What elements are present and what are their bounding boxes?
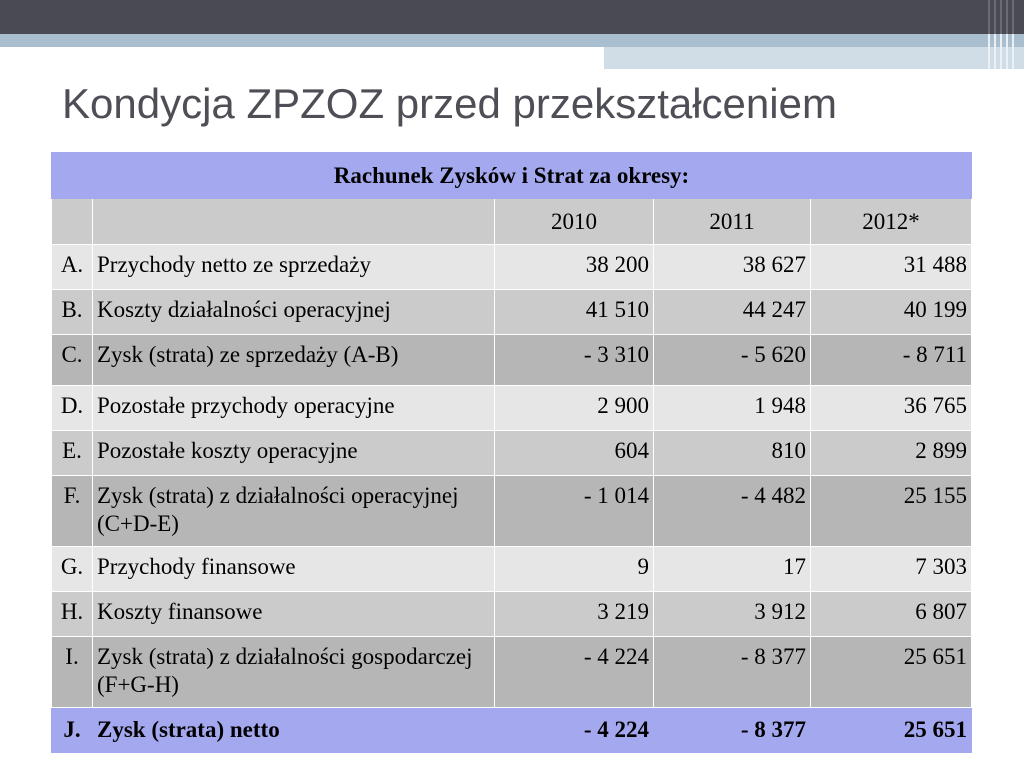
row-label: Pozostałe koszty operacyjne	[93, 431, 495, 476]
row-value-2012: 40 199	[811, 290, 972, 335]
row-value-2012: 31 488	[811, 245, 972, 290]
row-value-2010: 38 200	[495, 245, 654, 290]
row-label: Zysk (strata) z działalności operacyjnej (C+D-E)	[93, 476, 495, 547]
top-decoration-lines	[988, 0, 1016, 34]
row-label: Koszty działalności operacyjnej	[93, 290, 495, 335]
row-label: Zysk (strata) netto	[93, 708, 495, 753]
table-row	[52, 290, 972, 335]
row-value-2012: 25 651	[811, 637, 972, 708]
header-stripe-lines	[988, 34, 1016, 69]
header-empty-letter	[52, 199, 93, 245]
row-value-2010: - 3 310	[495, 335, 654, 386]
row-letter: A.	[52, 245, 93, 290]
table-row	[52, 386, 972, 431]
header-year-2012: 2012*	[811, 199, 972, 245]
row-value-2010: - 4 224	[495, 637, 654, 708]
row-value-2012: 2 899	[811, 431, 972, 476]
table-row	[52, 335, 972, 386]
table-row	[52, 431, 972, 476]
row-value-2012: 6 807	[811, 592, 972, 637]
row-label: Pozostałe przychody operacyjne	[93, 386, 495, 431]
row-value-2012: 25 155	[811, 476, 972, 547]
row-value-2012: 25 651	[811, 708, 972, 753]
table-header-row	[52, 199, 972, 245]
income-statement-table	[51, 152, 972, 753]
row-value-2010: 604	[495, 431, 654, 476]
row-letter: C.	[52, 335, 93, 386]
row-letter: H.	[52, 592, 93, 637]
table-caption: Rachunek Zysków i Strat za okresy:	[52, 153, 972, 199]
row-value-2010: 2 900	[495, 386, 654, 431]
top-decoration-bar	[0, 0, 1024, 34]
row-value-2011: 3 912	[654, 592, 811, 637]
row-value-2011: 810	[654, 431, 811, 476]
row-letter: J.	[52, 708, 93, 753]
row-value-2011: - 5 620	[654, 335, 811, 386]
row-value-2011: 17	[654, 547, 811, 592]
row-value-2010: 9	[495, 547, 654, 592]
row-label: Koszty finansowe	[93, 592, 495, 637]
row-value-2012: - 8 711	[811, 335, 972, 386]
table-row	[52, 476, 972, 547]
row-letter: F.	[52, 476, 93, 547]
table-row	[52, 637, 972, 708]
table-caption-row	[52, 153, 972, 199]
row-value-2012: 7 303	[811, 547, 972, 592]
header-year-2010: 2010	[495, 199, 654, 245]
row-value-2011: - 4 482	[654, 476, 811, 547]
row-value-2011: - 8 377	[654, 637, 811, 708]
row-value-2010: - 1 014	[495, 476, 654, 547]
row-letter: E.	[52, 431, 93, 476]
row-letter: B.	[52, 290, 93, 335]
row-label: Zysk (strata) ze sprzedaży (A-B)	[93, 335, 495, 386]
row-letter: I.	[52, 637, 93, 708]
row-value-2010: 3 219	[495, 592, 654, 637]
header-empty-label	[93, 199, 495, 245]
row-label: Przychody netto ze sprzedaży	[93, 245, 495, 290]
row-value-2010: 41 510	[495, 290, 654, 335]
header-year-2011: 2011	[654, 199, 811, 245]
table-row	[52, 592, 972, 637]
header-stripe-light	[604, 47, 1024, 69]
row-value-2011: 1 948	[654, 386, 811, 431]
row-label: Zysk (strata) z działalności gospodarczej (F+G-H)	[93, 637, 495, 708]
row-value-2012: 36 765	[811, 386, 972, 431]
row-letter: G.	[52, 547, 93, 592]
header-stripe	[0, 34, 1024, 47]
row-value-2011: - 8 377	[654, 708, 811, 753]
table-row	[52, 245, 972, 290]
row-value-2011: 38 627	[654, 245, 811, 290]
row-value-2011: 44 247	[654, 290, 811, 335]
row-label: Przychody finansowe	[93, 547, 495, 592]
row-value-2010: - 4 224	[495, 708, 654, 753]
table-row	[52, 547, 972, 592]
slide-title: Kondycja ZPZOZ przed przekształceniem	[62, 80, 837, 127]
table-row-total	[52, 708, 972, 753]
row-letter: D.	[52, 386, 93, 431]
